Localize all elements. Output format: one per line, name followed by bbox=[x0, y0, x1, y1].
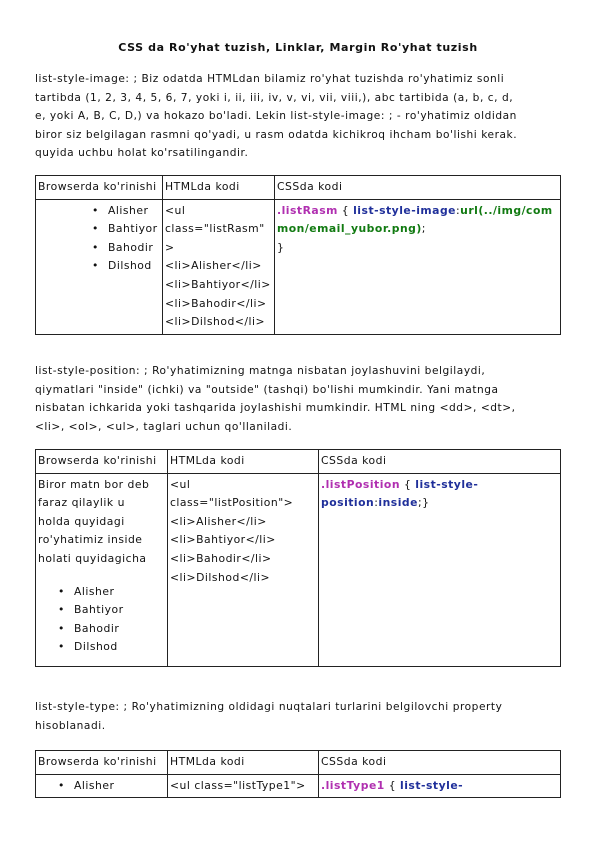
table-header-cell: CSSda kodi bbox=[275, 176, 561, 200]
css-semicolon: ; bbox=[421, 222, 426, 236]
browser-preview-cell bbox=[36, 199, 163, 334]
css-brace: { bbox=[384, 778, 401, 792]
css-property: list-style-image bbox=[353, 203, 456, 217]
paragraph-line: list-style-type: ; Ro'yhatimizning oldidagi nuqtalari turlarini belgilovchi property bbox=[35, 701, 503, 713]
html-code-cell bbox=[163, 199, 275, 334]
paragraph-line: qiymatlari "inside" (ichki) va "outside" (tashqi) bo'lishi mumkindir. Yani matnga bbox=[35, 383, 499, 396]
list-item: • Bahodir bbox=[108, 239, 160, 258]
table-row bbox=[36, 774, 561, 798]
paragraph-line: nisbatan ichkarida yoki tashqarida joylashishi mumkindir. HTML ning <dd>, <dt>, bbox=[35, 402, 516, 415]
css-value: inside bbox=[378, 496, 418, 510]
table-list-style-image bbox=[35, 175, 561, 335]
paragraph-line: quyida uchbu holat ko'rsatilingandir. bbox=[35, 147, 249, 160]
table-header-cell: Browserda ko'rinishi bbox=[36, 176, 163, 200]
list-item: • Bahtiyor bbox=[108, 220, 160, 239]
preview-text: Biror matn bor deb bbox=[38, 477, 150, 491]
table-row bbox=[36, 473, 561, 666]
list-item: • Alisher bbox=[108, 202, 160, 221]
css-code-cell bbox=[319, 473, 561, 666]
css-colon: : bbox=[456, 203, 461, 217]
paragraph-list-style-position bbox=[35, 362, 563, 436]
table-row bbox=[36, 199, 561, 334]
list-item: • Bahtiyor bbox=[74, 601, 165, 620]
table-header-row bbox=[36, 751, 561, 775]
code-line: <li>Alisher</li> bbox=[170, 514, 267, 528]
css-selector: .listType1 bbox=[321, 778, 385, 792]
css-value: url(../img/common/email_yubor.png) bbox=[277, 203, 553, 236]
paragraph-line: tartibda (1, 2, 3, 4, 5, 6, 7, yoki i, ii, iii, iv, v, vi, vii, viii,), abc tartibida (a, b, c, d, bbox=[35, 91, 514, 104]
paragraph-line: list-style-position: ; Ro'yhatimizning matnga nisbatan joylashuvini belgilaydi, bbox=[35, 365, 486, 377]
list-item: • Dilshod bbox=[108, 257, 160, 276]
css-property: list-style- bbox=[400, 778, 464, 792]
code-line: > bbox=[165, 240, 175, 254]
table-list-style-type bbox=[35, 750, 561, 798]
page-title: CSS da Ro'yhat tuzish, Linklar, Margin Ro'yhat tuzish bbox=[118, 41, 478, 54]
paragraph-line: biror siz belgilagan rasmni qo'yadi, u rasm odatda kichikroq ihcham bo'lishi kerak. bbox=[35, 128, 518, 141]
css-selector: .listPosition bbox=[321, 477, 401, 491]
paragraph-line: list-style-image: ; Biz odatda HTMLdan bilamiz ro'yhat tuzishda ro'yhatimiz sonli bbox=[35, 73, 505, 85]
table-header-cell: Browserda ko'rinishi bbox=[36, 450, 168, 474]
preview-text: faraz qilaylik u bbox=[38, 496, 125, 510]
preview-list bbox=[38, 583, 165, 657]
table-header-cell: CSSda kodi bbox=[319, 751, 561, 775]
table-header-cell: HTMLda kodi bbox=[168, 450, 319, 474]
list-item: • Dilshod bbox=[74, 638, 165, 657]
code-line: <li>Dilshod</li> bbox=[165, 315, 266, 329]
list-item: • Bahodir bbox=[74, 620, 165, 639]
css-selector: .listRasm bbox=[277, 203, 338, 217]
css-brace: { bbox=[400, 477, 416, 491]
code-line: <ul bbox=[165, 203, 186, 217]
css-semicolon: ;} bbox=[417, 496, 430, 510]
css-property: list-style- bbox=[415, 477, 479, 491]
preview-list bbox=[38, 202, 160, 276]
preview-text: holda quyidagi bbox=[38, 514, 125, 528]
css-code-cell bbox=[319, 774, 561, 798]
code-line: <li>Bahodir</li> bbox=[165, 296, 267, 310]
browser-preview-cell bbox=[36, 473, 168, 666]
css-colon: : bbox=[374, 496, 379, 510]
table-header-cell: HTMLda kodi bbox=[168, 751, 319, 775]
table-header-row bbox=[36, 176, 561, 200]
paragraph-line: hisoblanadi. bbox=[35, 719, 106, 732]
table-header-cell: Browserda ko'rinishi bbox=[36, 751, 168, 775]
css-brace: { bbox=[337, 203, 354, 217]
code-line: <li>Alisher</li> bbox=[165, 259, 262, 273]
preview-text: holati quyidagicha bbox=[38, 551, 147, 565]
table-header-cell: CSSda kodi bbox=[319, 450, 561, 474]
preview-list bbox=[38, 777, 165, 796]
code-line: <li>Bahtiyor</li> bbox=[165, 277, 271, 291]
code-line: <li>Bahtiyor</li> bbox=[170, 533, 276, 547]
list-item: • Alisher bbox=[74, 777, 165, 796]
table-header-row bbox=[36, 450, 561, 474]
code-line: <li>Bahodir</li> bbox=[170, 551, 272, 565]
paragraph-list-style-type bbox=[35, 698, 563, 735]
code-line: <ul bbox=[170, 477, 191, 491]
code-line: <li>Dilshod</li> bbox=[170, 570, 271, 584]
code-line: class="listPosition"> bbox=[170, 496, 294, 510]
code-line: class="listRasm" bbox=[165, 222, 265, 236]
css-code-cell bbox=[275, 199, 561, 334]
paragraph-line: <li>, <ol>, <ul>, taglari uchun qo'llaniladi. bbox=[35, 420, 293, 433]
preview-text: ro'yhatimiz inside bbox=[38, 533, 143, 547]
html-code-cell bbox=[168, 774, 319, 798]
paragraph-list-style-image bbox=[35, 70, 563, 163]
css-property: position bbox=[321, 496, 375, 510]
browser-preview-cell bbox=[36, 774, 168, 798]
code-line: <ul class="listType1"> bbox=[170, 778, 306, 792]
html-code-cell bbox=[168, 473, 319, 666]
list-item: • Alisher bbox=[74, 583, 165, 602]
table-list-style-position bbox=[35, 449, 561, 667]
paragraph-line: e, yoki A, B, C, D,) va hokazo bo'ladi. Lekin list-style-image: ; - ro'yhatimiz oldidan bbox=[35, 110, 517, 123]
table-header-cell: HTMLda kodi bbox=[163, 176, 275, 200]
css-brace: } bbox=[277, 240, 285, 254]
